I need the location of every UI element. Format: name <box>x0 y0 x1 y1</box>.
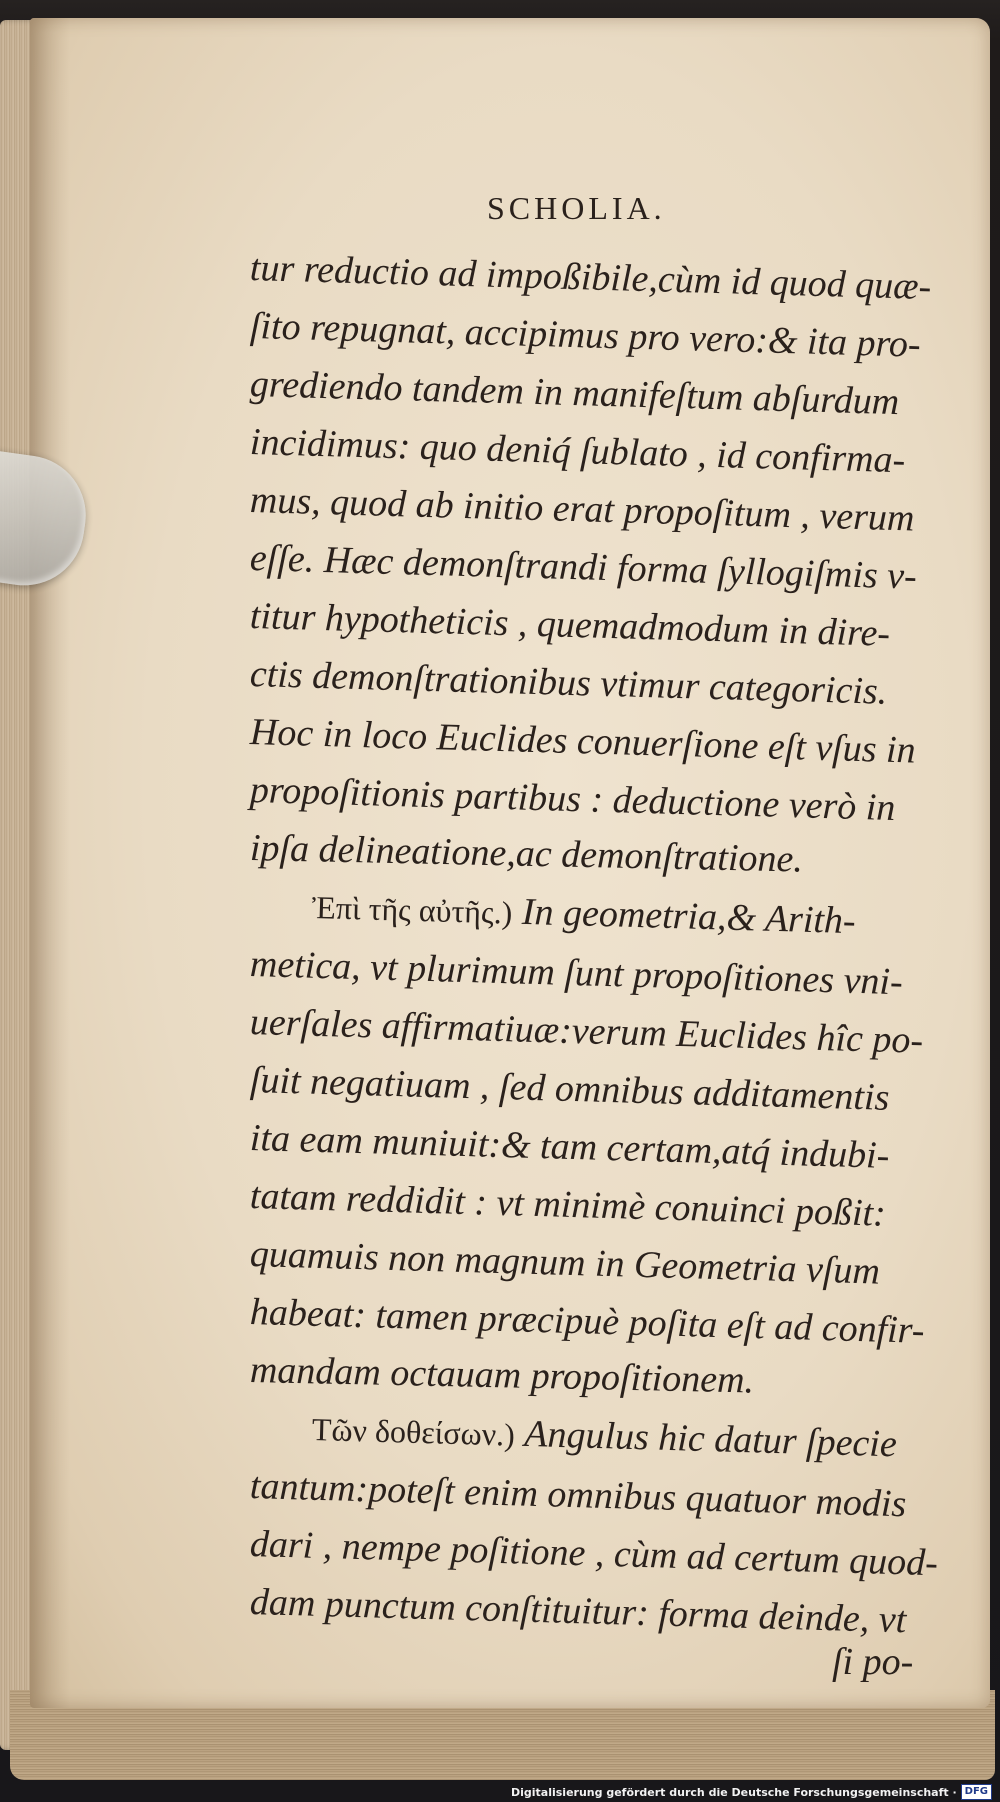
text-line-8: ctis demonſtrationibus vtimur categoricis. <box>249 653 888 713</box>
binding-gutter-shadow <box>30 18 70 1708</box>
catchword: ſi po- <box>832 1641 914 1683</box>
text-line-14: uerſales affirmatiuæ:verum Euclides hîc po- <box>249 1001 924 1062</box>
text-line-11: ipſa delineatione,ac demonſtratione. <box>249 827 804 881</box>
text-line-12: In geometria,& Arith- <box>521 890 857 943</box>
text-line-23: dari , nempe poſitione , cùm ad certum quod- <box>249 1523 939 1585</box>
text-line-5: mus, quod ab initio erat propoſitum , verum <box>249 479 915 540</box>
text-line-24: dam punctum conſtituitur: forma deinde, vt <box>249 1581 907 1642</box>
text-line-10: propoſitionis partibus : deductione verò in <box>249 769 896 830</box>
running-head: SCHOLIA. <box>487 190 666 226</box>
text-line-6: eſſe. Hæc demonſtrandi forma ſyllogiſmis v- <box>249 537 918 598</box>
text-line-22: tantum:poteſt enim omnibus quatuor modis <box>249 1465 907 1526</box>
text-line-2: ſito repugnat, accipimus pro vero:& ita pro- <box>249 305 922 366</box>
text-line-19: habeat: tamen præcipuè poſita eſt ad confir- <box>249 1291 926 1352</box>
text-line-20: mandam octauam propoſitionem. <box>249 1349 755 1402</box>
text-line-16: ita eam muniuit:& tam certam,atq́ indubi- <box>249 1117 890 1177</box>
text-line-17: tatam reddidit : vt minimè conuinci poßit: <box>249 1175 887 1235</box>
dfg-logo: DFG <box>961 1784 992 1800</box>
text-line-9: Hoc in loco Euclides conuerſione eſt vſus in <box>249 711 917 772</box>
text-line-15: ſuit negatiuam , ſed omnibus additamentis <box>249 1059 890 1119</box>
text-line-3: grediendo tandem in manifeſtum abſurdum <box>249 363 900 424</box>
credit-text: Digitalisierung gefördert durch die Deutsche Forschungsgemeinschaft · <box>510 1785 957 1799</box>
text-line-4: incidimus: quo deniq́ ſublato , id confirma- <box>249 421 906 482</box>
digitization-credit <box>511 1782 992 1802</box>
text-line-21: Angulus hic datur ſpecie <box>523 1412 898 1466</box>
text-line-7: titur hypotheticis , quemadmodum in dire- <box>249 595 891 655</box>
text-line-1: tur reductio ad impoßibile,cùm id quod quæ- <box>249 247 932 309</box>
text-line-18: quamuis non magnum in Geometria vſum <box>249 1233 881 1293</box>
text-line-13: metica, vt plurimum ſunt propoſitiones vni- <box>249 943 904 1004</box>
greek-lemma-1: Ἐπὶ τῆς αὐτῆς.) <box>311 889 513 931</box>
greek-lemma-2: Τῶν δοθείσων.) <box>311 1411 516 1453</box>
